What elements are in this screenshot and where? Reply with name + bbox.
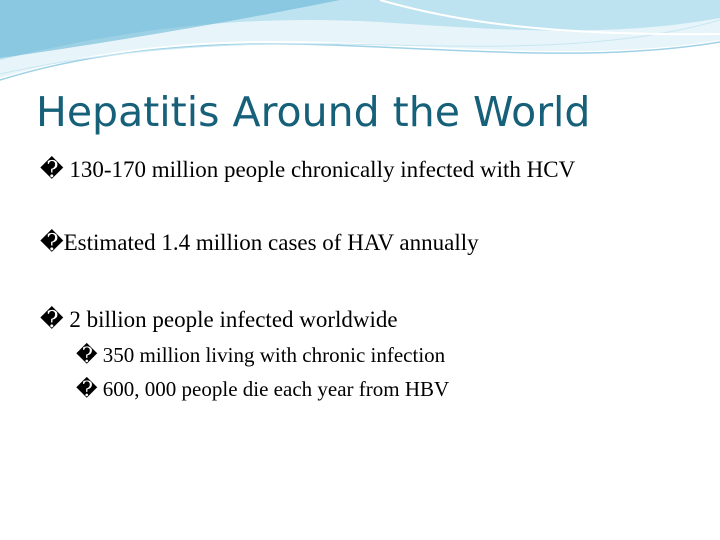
slide-title: Hepatitis Around the World [36, 88, 591, 136]
bullet-hav [40, 225, 710, 261]
bullet-text: 350 million living with chronic infection [97, 343, 446, 367]
bullet-text: Estimated 1.4 million cases of HAV annually [63, 230, 479, 255]
bullet-marker-icon: � [40, 157, 64, 182]
sub-bullet-deaths [40, 372, 710, 406]
bullet-text: 2 billion people infected worldwide [63, 307, 398, 332]
bullet-marker-icon: � [76, 343, 98, 367]
bullet-text: 130-170 million people chronically infected with HCV [63, 157, 576, 182]
bullet-marker-icon: � [40, 230, 64, 255]
bullet-hbv [40, 302, 710, 338]
sub-bullet-chronic [40, 338, 710, 372]
bullet-marker-icon: � [76, 377, 98, 401]
bullet-marker-icon: � [40, 307, 64, 332]
bullet-text: 600, 000 people die each year from HBV [97, 377, 450, 401]
bullet-list [40, 152, 710, 406]
bullet-hcv [40, 152, 710, 188]
